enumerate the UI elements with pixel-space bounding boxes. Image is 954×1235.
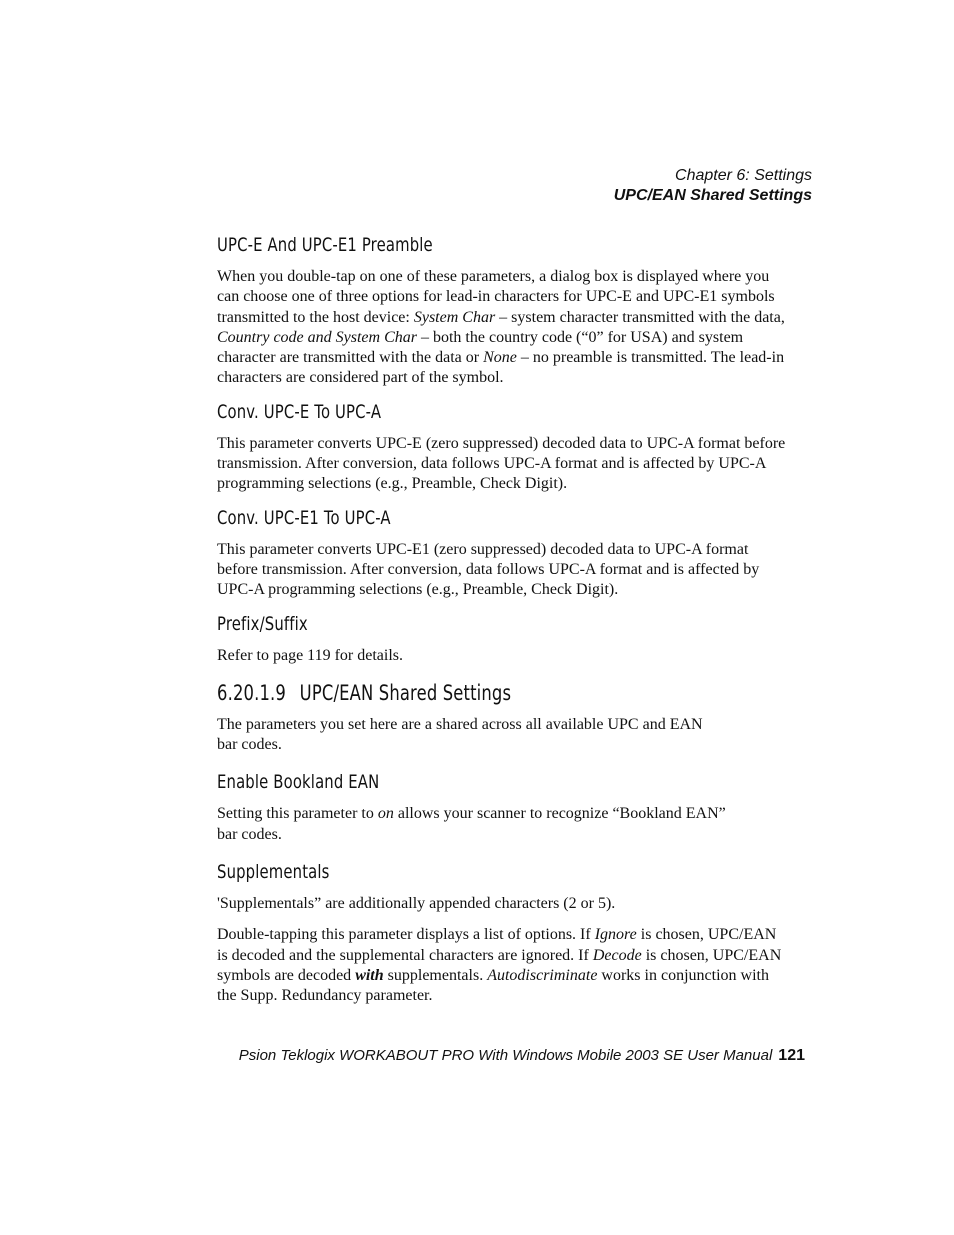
section-number: 6.20.1.9 (217, 680, 286, 705)
page-number: 121 (778, 1047, 805, 1064)
heading-conv-upc-e: Conv. UPC-E To UPC-A (217, 400, 382, 423)
paragraph-bookland: Setting this parameter to on allows your scanner to recognize “Bookland EAN” bar codes. (217, 805, 726, 843)
term-on: on (377, 805, 394, 823)
paragraph-prefix-suffix: Refer to page 119 for details. (217, 646, 404, 664)
heading-prefix-suffix: Prefix/Suffix (217, 612, 308, 635)
term-none: None (483, 349, 517, 367)
running-header (614, 166, 812, 206)
heading-conv-upc-e1: Conv. UPC-E1 To UPC-A (217, 506, 391, 529)
term-decode: Decode (592, 946, 642, 964)
term-autodiscriminate: Autodiscriminate (487, 966, 598, 984)
running-footer (239, 1046, 805, 1066)
term-ignore: Ignore (594, 926, 637, 944)
paragraph-supplementals-2: Double-tapping this parameter displays a list of options. If Ignore is chosen, UPC/EAN is decoded and the supplemental characters are ignored. If Decode is chosen, UPC/EAN symbols are decoded with supplementals. Autodiscriminate works in conjunction with the Supp. Redundancy parameter. (217, 926, 782, 1005)
paragraph-upc-e-preamble: When you double-tap on one of these parameters, a dialog box is displayed where you can choose one of three options for lead-in characters for UPC-E and UPC-E1 symbols transmitted to the host device: System Char – system character transmitted with the data, Country code and System Char – both the country code (“0” for USA) and system character are transmitted with the data or None – no preamble is transmitted. The lead-in characters are considered part of the symbol. (217, 268, 785, 387)
section-heading-shared (217, 680, 662, 706)
heading-bookland: Enable Bookland EAN (217, 771, 380, 794)
heading-upc-e-preamble: UPC-E And UPC-E1 Preamble (217, 234, 433, 256)
chapter-label: Chapter 6: Settings (675, 167, 812, 184)
paragraph-shared: The parameters you set here are a shared across all available UPC and EAN bar codes. (217, 715, 703, 754)
paragraph-conv-upc-e1: This parameter converts UPC-E1 (zero suppressed) decoded data to UPC-A format before transmission. After conversion, data follows UPC-A format and is affected by UPC-A programming selections (e.g., Preamble, Check Digit). (217, 540, 760, 599)
section-label: UPC/EAN Shared Settings (613, 187, 812, 204)
term-system-char: System Char (413, 308, 496, 326)
manual-title: Psion Teklogix WORKABOUT PRO With Windows Mobile 2003 SE User Manual (238, 1047, 773, 1064)
term-country-code: Country code and System Char (217, 328, 417, 346)
section-title: UPC/EAN Shared Settings (299, 680, 512, 705)
heading-supplementals: Supplementals (217, 861, 330, 884)
paragraph-supplementals-1: 'Supplementals” are additionally appended characters (2 or 5). (217, 895, 616, 913)
term-with: with (355, 966, 384, 984)
page-body (217, 232, 787, 1007)
paragraph-conv-upc-e: This parameter converts UPC-E (zero suppressed) decoded data to UPC-A format before transmission. After conversion, data follows UPC-A format and is affected by UPC-A programming selections (e.g., Preamble, Check Digit). (217, 434, 786, 493)
